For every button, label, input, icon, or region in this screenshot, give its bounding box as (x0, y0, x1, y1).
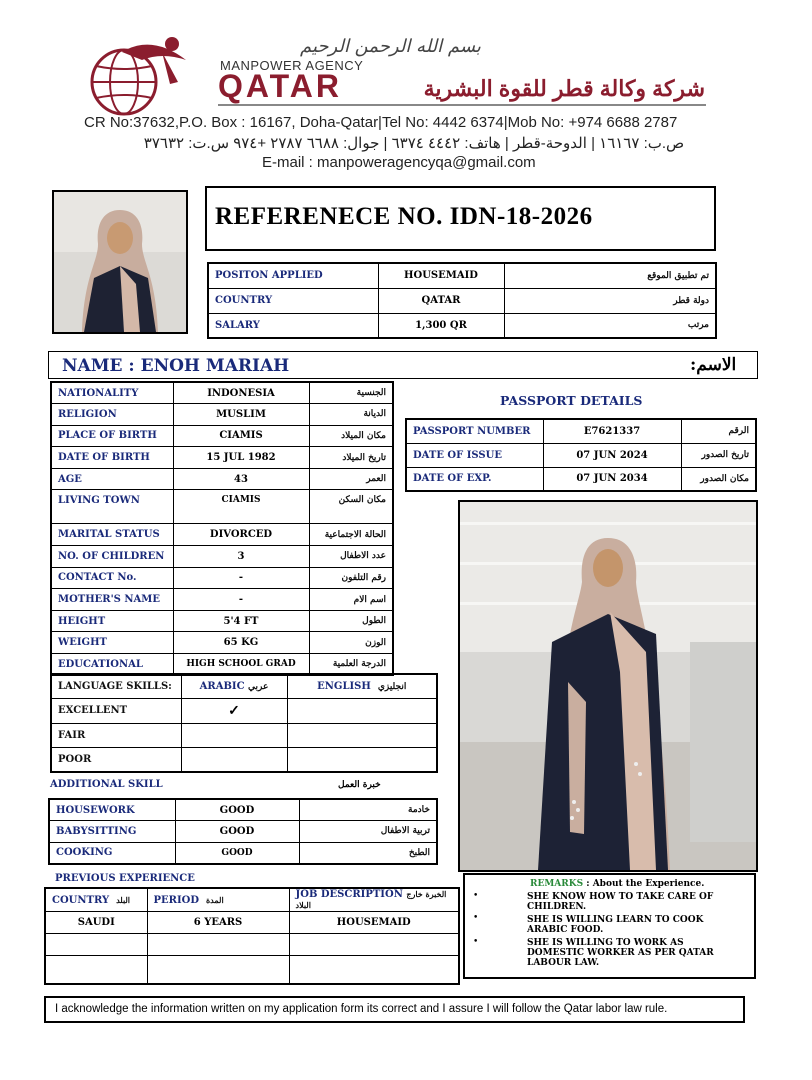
agency-logo (82, 30, 192, 120)
experience-job (289, 934, 459, 956)
language-header-arabic: ARABIC عربي (181, 674, 287, 699)
additional-skill-table (48, 798, 438, 865)
table-row (51, 674, 437, 699)
field-label: NATIONALITY (51, 382, 173, 404)
applicant-full-photo (458, 500, 758, 872)
header-divider (218, 104, 706, 106)
field-label: LIVING TOWN (51, 490, 173, 524)
field-arabic: مكان السكن (309, 490, 393, 524)
language-level-label: POOR (51, 748, 181, 773)
field-label: DATE OF BIRTH (51, 447, 173, 469)
language-english-check (287, 723, 437, 748)
experience-job: HOUSEMAID (289, 912, 459, 934)
skill-arabic: خادمة (299, 799, 437, 821)
passport-field-label: DATE OF ISSUE (406, 443, 543, 467)
field-label: EDUCATIONAL (51, 654, 173, 676)
table-row (51, 632, 393, 654)
passport-field-arabic: الرقم (681, 419, 756, 443)
remark-item: SHE IS WILLING TO WORK AS DOMESTIC WORKER AS PER QATAR LABOUR LAW. (527, 938, 714, 968)
experience-country (45, 934, 147, 956)
experience-period: 6 YEARS (147, 912, 289, 934)
table-row (51, 404, 393, 426)
experience-header-country: COUNTRY البلد (45, 888, 147, 912)
table-row (51, 699, 437, 724)
remark-item: SHE KNOW HOW TO TAKE CARE OF CHILDREN. (527, 892, 714, 912)
experience-header-period: PERIOD المدة (147, 888, 289, 912)
field-label: WEIGHT (51, 632, 173, 654)
table-row (208, 263, 716, 288)
language-arabic-check: ✓ (181, 699, 287, 724)
field-arabic: الحالة الاجتماعية (309, 524, 393, 546)
field-arabic: رقم التلفون (309, 567, 393, 589)
skill-value: GOOD (175, 799, 299, 821)
additional-skill-title: ADDITIONAL SKILL (50, 779, 163, 790)
reference-number: REFERENECE NO. IDN-18-2026 (215, 203, 593, 230)
previous-experience-table (44, 887, 460, 985)
field-value: INDONESIA (173, 382, 309, 404)
passport-field-value: 07 JUN 2034 (543, 467, 681, 491)
field-value: HIGH SCHOOL GRAD (173, 654, 309, 676)
field-value: 3 (173, 546, 309, 568)
field-label: PLACE OF BIRTH (51, 425, 173, 447)
salary-value: 1,300 QR (378, 313, 504, 338)
experience-country (45, 956, 147, 984)
country-label: COUNTRY (208, 288, 378, 313)
country-arabic: دولة قطر (504, 288, 716, 313)
passport-field-arabic: مكان الصدور (681, 467, 756, 491)
applicant-name: NAME : ENOH MARIAH (62, 356, 290, 376)
experience-header-job: JOB DESCRIPTION الخبرة خارج البلاد (289, 888, 459, 912)
field-value: 5'4 FT (173, 610, 309, 632)
field-arabic: اسم الام (309, 589, 393, 611)
field-label: MOTHER'S NAME (51, 589, 173, 611)
field-label: CONTACT No. (51, 567, 173, 589)
language-skills-table (50, 673, 438, 773)
passport-field-label: PASSPORT NUMBER (406, 419, 543, 443)
country-value: QATAR (378, 288, 504, 313)
experience-period (147, 934, 289, 956)
experience-country: SAUDI (45, 912, 147, 934)
field-arabic: عدد الاطفال (309, 546, 393, 568)
field-arabic: العمر (309, 468, 393, 490)
table-row (45, 934, 459, 956)
table-row (51, 546, 393, 568)
field-arabic: الديانة (309, 404, 393, 426)
position-arabic: تم تطبيق الموقع (504, 263, 716, 288)
field-label: HEIGHT (51, 610, 173, 632)
table-row (51, 748, 437, 773)
field-label: NO. OF CHILDREN (51, 546, 173, 568)
table-row (51, 654, 393, 676)
skill-arabic: الطبخ (299, 842, 437, 864)
field-value: 43 (173, 468, 309, 490)
table-row (51, 382, 393, 404)
passport-table (405, 418, 757, 492)
skill-label: BABYSITTING (49, 821, 175, 843)
contact-arabic-line: ص.ب: ١٦١٦٧ | الدوحة-قطر | هاتف: ٤٤٤٢ ٦٣٧٤ | جوال: ٦٦٨٨ ٢٧٨٧ +٩٧٤ س.ت: ٣٧٦٣٢ (143, 135, 685, 152)
experience-period (147, 956, 289, 984)
field-value: MUSLIM (173, 404, 309, 426)
passport-field-value: E7621337 (543, 419, 681, 443)
field-arabic: تاريخ الميلاد (309, 447, 393, 469)
table-row (51, 723, 437, 748)
skill-value: GOOD (175, 842, 299, 864)
field-value: CIAMIS (173, 490, 309, 524)
language-header-label: LANGUAGE SKILLS: (51, 674, 181, 699)
email-line: E-mail : manpoweragencyqa@gmail.com (262, 154, 536, 171)
table-row (51, 447, 393, 469)
table-row (51, 524, 393, 546)
field-arabic: الدرجة العلمية (309, 654, 393, 676)
table-row (49, 842, 437, 864)
field-arabic: الجنسية (309, 382, 393, 404)
language-level-label: FAIR (51, 723, 181, 748)
table-row (51, 589, 393, 611)
field-arabic: الوزن (309, 632, 393, 654)
field-label: MARITAL STATUS (51, 524, 173, 546)
language-arabic-check (181, 748, 287, 773)
applicant-name-arabic: الاسم: (690, 355, 737, 375)
field-value: DIVORCED (173, 524, 309, 546)
salary-label: SALARY (208, 313, 378, 338)
applicant-portrait-photo (52, 190, 188, 334)
bullet-icon: • (473, 891, 479, 901)
experience-job (289, 956, 459, 984)
skill-label: COOKING (49, 842, 175, 864)
salary-arabic: مرتب (504, 313, 716, 338)
passport-field-value: 07 JUN 2024 (543, 443, 681, 467)
skill-label: HOUSEWORK (49, 799, 175, 821)
field-value: 15 JUL 1982 (173, 447, 309, 469)
remark-item: SHE IS WILLING LEARN TO COOK ARABIC FOOD. (527, 915, 704, 935)
table-row (51, 490, 393, 524)
bullet-icon: • (473, 937, 479, 947)
language-english-check (287, 699, 437, 724)
previous-experience-title: PREVIOUS EXPERIENCE (55, 873, 195, 884)
position-value: HOUSEMAID (378, 263, 504, 288)
field-value: - (173, 589, 309, 611)
contact-line: CR No:37632,P.O. Box : 16167, Doha-Qatar|Tel No: 4442 6374|Mob No: +974 6688 2787 (84, 114, 678, 131)
table-row (51, 610, 393, 632)
bismillah-text: بسم الله الرحمن الرحيم (300, 36, 481, 57)
language-english-check (287, 748, 437, 773)
acknowledgement-text: I acknowledge the information written on my application form its correct and I assure I will follow the Qatar labor law rule. (55, 1003, 668, 1015)
field-label: RELIGION (51, 404, 173, 426)
field-value: - (173, 567, 309, 589)
skill-arabic: تربية الاطفال (299, 821, 437, 843)
personal-details-table (50, 381, 394, 676)
field-value: CIAMIS (173, 425, 309, 447)
position-label: POSITON APPLIED (208, 263, 378, 288)
table-row (45, 888, 459, 912)
passport-field-label: DATE OF EXP. (406, 467, 543, 491)
agency-arabic-title: شركة وكالة قطر للقوة البشرية (423, 76, 705, 101)
table-row (51, 468, 393, 490)
field-label: AGE (51, 468, 173, 490)
language-level-label: EXCELLENT (51, 699, 181, 724)
table-row (406, 443, 756, 467)
passport-details-title: PASSPORT DETAILS (500, 393, 643, 408)
table-row (51, 567, 393, 589)
table-row (406, 419, 756, 443)
agency-title: QATAR (218, 68, 343, 104)
table-row (51, 425, 393, 447)
table-row (208, 313, 716, 338)
language-header-english: ENGLISH انجليزي (287, 674, 437, 699)
table-row (49, 799, 437, 821)
agency-subtitle: MANPOWER AGENCY (220, 58, 364, 73)
table-row (49, 821, 437, 843)
table-row (208, 288, 716, 313)
position-table (207, 262, 717, 339)
field-arabic: مكان الميلاد (309, 425, 393, 447)
bullet-icon: • (473, 913, 479, 923)
remarks-title: REMARKS : About the Experience. (530, 879, 705, 889)
table-row (45, 956, 459, 984)
table-row (406, 467, 756, 491)
table-row (45, 912, 459, 934)
language-arabic-check (181, 723, 287, 748)
passport-field-arabic: تاريخ الصدور (681, 443, 756, 467)
field-arabic: الطول (309, 610, 393, 632)
additional-skill-arabic: خبرة العمل (338, 780, 381, 790)
field-value: 65 KG (173, 632, 309, 654)
skill-value: GOOD (175, 821, 299, 843)
